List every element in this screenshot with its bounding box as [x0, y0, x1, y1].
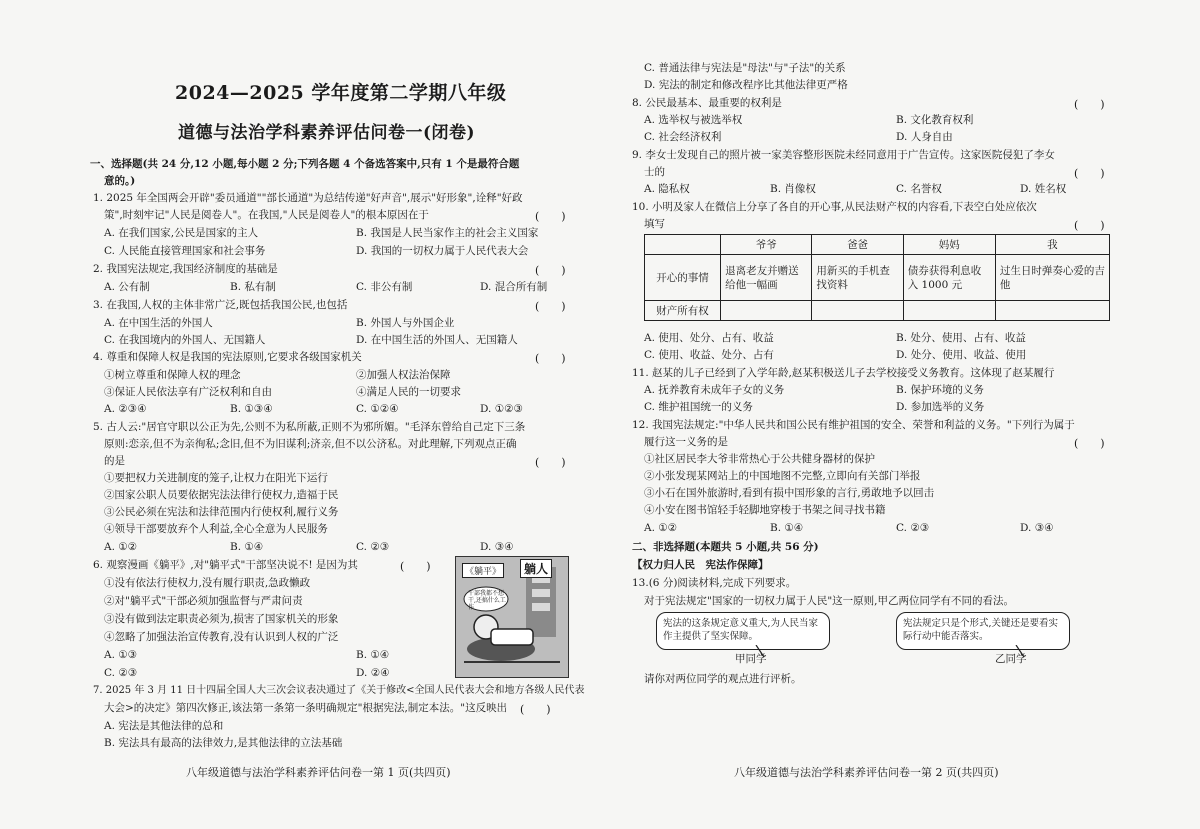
option-c: C. 名誉权: [896, 183, 942, 195]
question-11-stem: 11. 赵某的儿子已经到了入学年龄,赵某积极送儿子去学校接受义务教育。这体现了赵某履行: [632, 367, 1055, 379]
option-d: D. 混合所有制: [480, 281, 548, 293]
statement-3: ③没有做到法定职责必须为,损害了国家机关的形象: [104, 613, 339, 625]
question-5-stem-cont: 原则:恋亲,但不为亲徇私;念旧,但不为旧谋利;济亲,但不以公济私。对此理解,下列观点正确: [104, 438, 517, 450]
option-d: D. 姓名权: [1020, 183, 1067, 195]
exam-title: 2024—2025 学年度第二学期八年级: [175, 82, 507, 104]
table-header-cell: 爷爷: [721, 235, 812, 255]
option-b: B. 私有制: [230, 281, 276, 293]
statement-1: ①树立尊重和保障人权的理念: [104, 369, 241, 381]
table-cell: 过生日时弹奏心爱的吉他: [995, 255, 1109, 301]
question-12-stem-cont: 履行这一义务的是: [644, 436, 728, 448]
option-b: B. 宪法具有最高的法律效力,是其他法律的立法基础: [104, 737, 343, 749]
table-cell-blank[interactable]: [721, 301, 812, 321]
table-cell: 用新买的手机查找资料: [812, 255, 903, 301]
question-3-stem: 3. 在我国,人权的主体非常广泛,既包括我国公民,也包括: [93, 299, 348, 311]
question-8-stem: 8. 公民最基本、最重要的权利是: [632, 97, 782, 109]
statement-1: ①社区居民李大爷非常热心于公共健身器材的保护: [644, 453, 875, 465]
statement-2: ②小张发现某网站上的中国地图不完整,立即向有关部门举报: [644, 470, 921, 482]
answer-blank[interactable]: ( ): [535, 456, 566, 469]
option-b: B. 处分、使用、占有、收益: [896, 332, 1026, 344]
answer-blank[interactable]: ( ): [1074, 437, 1105, 450]
table-header-row: [645, 235, 1110, 255]
cartoon-title: 《躺平》: [462, 563, 504, 578]
option-b: B. 文化教育权利: [896, 114, 974, 126]
option-d: D. ③④: [480, 541, 514, 553]
option-d: D. 参加选举的义务: [896, 401, 985, 413]
answer-blank[interactable]: ( ): [535, 352, 566, 365]
answer-blank[interactable]: ( ): [1074, 98, 1105, 111]
option-a: A. 在中国生活的外国人: [104, 317, 213, 329]
question-13-material: 对于宪法规定"国家的一切权力属于人民"这一原则,甲乙两位同学有不同的看法。: [644, 595, 1014, 607]
question-13-prompt: 请你对两位同学的观点进行评析。: [644, 673, 802, 685]
option-b: B. ①③④: [230, 403, 273, 415]
option-a: A. ①②: [644, 522, 678, 534]
option-a: A. ①③: [104, 649, 138, 661]
answer-blank[interactable]: ( ): [400, 560, 431, 573]
question-7-stem-cont: 大会>的决定》第四次修正,该法第一条第一条明确规定"根据宪法,制定本法。"这反映出: [104, 702, 508, 714]
statement-3: ③公民必须在宪法和法律范围内行使权利,履行义务: [104, 506, 339, 518]
student-yi-label: 乙同学: [995, 653, 1027, 665]
table-cell: 债券获得利息收入 1000 元: [903, 255, 995, 301]
statement-3: ③小石在国外旅游时,看到有损中国形象的言行,勇敢地予以回击: [644, 487, 935, 499]
statement-2: ②对"躺平式"干部必须加强监督与严肃问责: [104, 595, 303, 607]
option-a: A. 宪法是其他法律的总和: [104, 720, 224, 732]
statement-4: ④领导干部要放弃个人利益,全心全意为人民服务: [104, 523, 328, 535]
option-d: D. 我国的一切权力属于人民代表大会: [356, 245, 529, 257]
option-d: D. 宪法的制定和修改程序比其他法律更严格: [644, 79, 848, 91]
page-footer: 八年级道德与法治学科素养评估问卷一第 2 页(共四页): [734, 766, 999, 779]
table-cell-blank[interactable]: [812, 301, 903, 321]
cartoon-speech: 干部我都不想干,还搞什么工作: [468, 590, 506, 611]
answer-blank[interactable]: ( ): [535, 300, 566, 313]
question-5-stem-end: 的是: [104, 455, 125, 467]
table-row: [645, 301, 1110, 321]
option-b: B. ①④: [356, 649, 390, 661]
question-5-stem: 5. 古人云:"居官守职以公正为先,公则不为私所蔽,正则不为邪所媚。"毛泽东曾给自己定下三条: [93, 421, 526, 433]
option-b: B. ①④: [770, 522, 804, 534]
option-a: A. ①②: [104, 541, 138, 553]
option-b: B. 我国是人民当家作主的社会主义国家: [356, 227, 539, 239]
page-footer: 八年级道德与法治学科素养评估问卷一第 1 页(共四页): [186, 766, 451, 779]
student-jia-speech-bubble: 宪法的这条规定意义重大,为人民当家作主提供了坚实保障。: [656, 612, 830, 650]
option-a: A. 抚养教育未成年子女的义务: [644, 384, 785, 396]
statement-2: ②加强人权法治保障: [356, 369, 451, 381]
exam-page-2: [600, 0, 1200, 829]
row-label: 开心的事情: [645, 255, 721, 301]
section2-heading: 二、非选择题(本题共 5 小题,共 56 分): [632, 541, 819, 553]
answer-blank[interactable]: ( ): [520, 703, 551, 716]
table-cell-blank[interactable]: [903, 301, 995, 321]
question-9-stem: 9. 李女士发现自己的照片被一家美容整形医院未经同意用于广告宣传。这家医院侵犯了李女: [632, 149, 1055, 161]
table-row: [645, 255, 1110, 301]
answer-blank[interactable]: ( ): [535, 210, 566, 223]
answer-blank[interactable]: ( ): [1074, 167, 1105, 180]
option-c: C. 普通法律与宪法是"母法"与"子法"的关系: [644, 62, 846, 74]
option-c: C. ②③: [896, 522, 930, 534]
student-yi-speech-bubble: 宪法规定只是个形式,关键还是要看实际行动中能否落实。: [896, 612, 1070, 650]
table-header-cell: 我: [995, 235, 1109, 255]
student-jia-label: 甲同学: [735, 653, 767, 665]
question-10-stem: 10. 小明及家人在微信上分享了各自的开心事,从民法财产权的内容看,下表空白处应依次: [632, 201, 1037, 213]
statement-1: ①没有依法行使权力,没有履行职责,急政懒政: [104, 577, 311, 589]
question-1-stem-cont: 策",时刻牢记"人民是阅卷人"。在我国,"人民是阅卷人"的根本原因在于: [104, 209, 429, 221]
option-a: A. 选举权与被选举权: [644, 114, 743, 126]
answer-blank[interactable]: ( ): [1074, 219, 1105, 232]
option-b: B. 肖像权: [770, 183, 816, 195]
option-d: D. ③④: [1020, 522, 1054, 534]
table-header-cell: 爸爸: [812, 235, 903, 255]
option-a: A. ②③④: [104, 403, 147, 415]
question-6-stem: 6. 观察漫画《躺平》,对"躺平式"干部坚决说不! 是因为其: [93, 559, 358, 571]
option-d: D. ②④: [356, 667, 390, 679]
question-1-stem: 1. 2025 年全国两会开辟"委员通道""部长通道"为总结传递"好声音",展示"好形象",诠释"好政: [93, 192, 523, 204]
question-4-stem: 4. 尊重和保障人权是我国的宪法原则,它要求各级国家机关: [93, 351, 362, 363]
option-c: C. ②③: [104, 667, 138, 679]
question-13-stem: 13.(6 分)阅读材料,完成下列要求。: [632, 577, 797, 589]
option-d: D. ①②③: [480, 403, 523, 415]
option-a: A. 使用、处分、占有、收益: [644, 332, 774, 344]
exam-subtitle: 道德与法治学科素养评估问卷一(闭卷): [178, 123, 476, 143]
option-a: A. 隐私权: [644, 183, 690, 195]
option-c: C. 使用、收益、处分、占有: [644, 349, 774, 361]
statement-2: ②国家公职人员要依据宪法法律行使权力,造福于民: [104, 489, 339, 501]
table-cell-blank[interactable]: [995, 301, 1109, 321]
question-9-stem-cont: 士的: [644, 166, 665, 178]
option-c: C. ①②④: [356, 403, 399, 415]
option-c: C. 人民能直接管理国家和社会事务: [104, 245, 266, 257]
table-header-cell: 妈妈: [903, 235, 995, 255]
section2-topic-tag: 【权力归人民 宪法作保障】: [632, 559, 769, 571]
question-12-stem: 12. 我国宪法规定:"中华人民共和国公民有维护祖国的安全、荣誉和利益的义务。"下列行为属于: [632, 419, 1075, 431]
option-d: D. 在中国生活的外国人、无国籍人: [356, 334, 518, 346]
option-b: B. 保护环境的义务: [896, 384, 984, 396]
answer-blank[interactable]: ( ): [535, 264, 566, 277]
option-b: B. ①④: [230, 541, 264, 553]
option-c: C. 社会经济权利: [644, 131, 722, 143]
row-label: 财产所有权: [645, 301, 721, 321]
section1-heading-cont: 意的。): [104, 175, 136, 187]
statement-3: ③保证人民依法享有广泛权利和自由: [104, 386, 272, 398]
option-b: B. 外国人与外国企业: [356, 317, 455, 329]
option-d: D. 人身自由: [896, 131, 953, 143]
statement-4: ④忽略了加强法治宣传教育,没有认识到人权的广泛: [104, 631, 339, 643]
option-c: C. ②③: [356, 541, 390, 553]
statement-1: ①要把权力关进制度的笼子,让权力在阳光下运行: [104, 472, 328, 484]
lying-flat-cartoon: [455, 556, 569, 678]
section1-heading: 一、选择题(共 24 分,12 小题,每小题 2 分;下列各题 4 个备选答案中,只有 1 个是最符合题: [90, 158, 520, 170]
statement-4: ④满足人民的一切要求: [356, 386, 461, 398]
option-c: C. 维护祖国统一的义务: [644, 401, 753, 413]
cartoon-label: 躺人: [520, 559, 552, 578]
statement-4: ④小安在图书馆轻手轻脚地穿梭于书架之间寻找书籍: [644, 504, 886, 516]
table-header-cell: [645, 235, 721, 255]
option-a: A. 在我们国家,公民是国家的主人: [104, 227, 259, 239]
option-c: C. 在我国境内的外国人、无国籍人: [104, 334, 266, 346]
family-happy-events-table: [644, 234, 1110, 321]
option-c: C. 非公有制: [356, 281, 413, 293]
question-7-stem: 7. 2025 年 3 月 11 日十四届全国人大三次会议表决通过了《关于修改<全国人民代表大会和地方各级人民代表: [93, 685, 585, 696]
option-d: D. 处分、使用、收益、使用: [896, 349, 1027, 361]
question-10-stem-cont: 填写: [644, 218, 665, 230]
option-a: A. 公有制: [104, 281, 150, 293]
table-cell: 退离老友并赠送给他一幅画: [721, 255, 812, 301]
question-2-stem: 2. 我国宪法规定,我国经济制度的基础是: [93, 263, 278, 275]
